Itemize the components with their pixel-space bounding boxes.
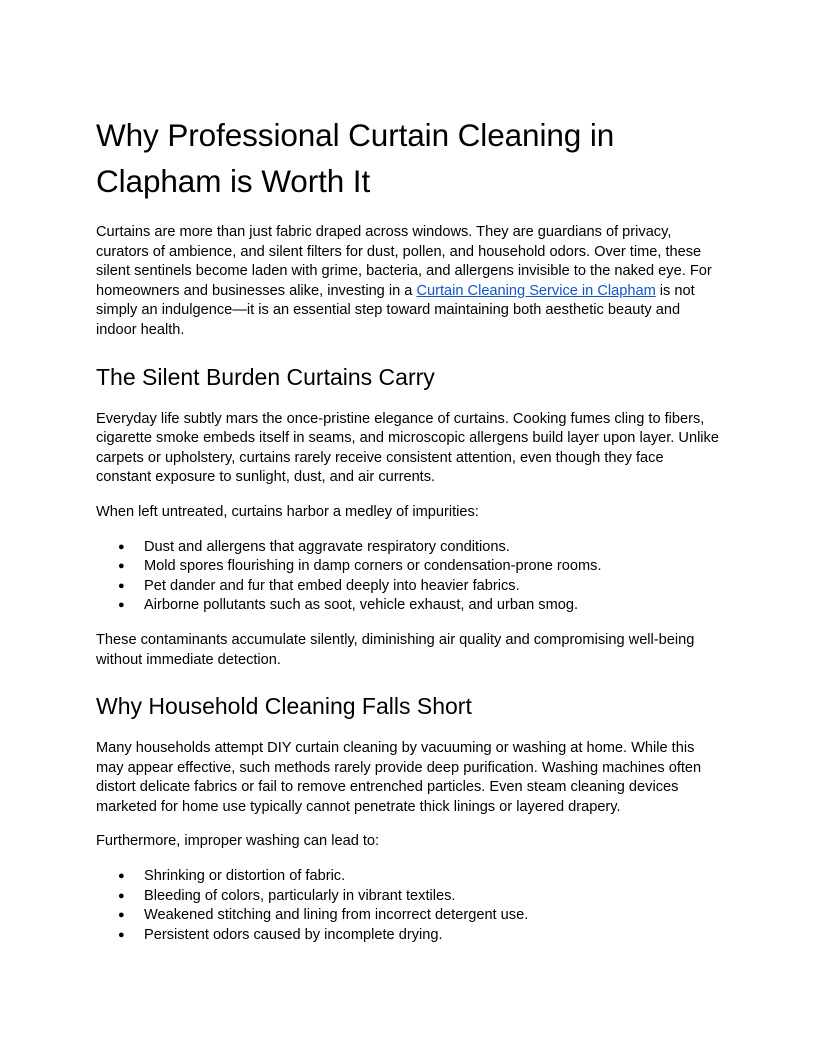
curtain-cleaning-service-link[interactable]: Curtain Cleaning Service in Clapham bbox=[416, 282, 656, 299]
section1-paragraph-2: When left untreated, curtains harbor a medley of impurities: bbox=[96, 503, 479, 520]
list-item-text: Mold spores flourishing in damp corners or condensation-prone rooms. bbox=[144, 558, 602, 575]
section-heading-silent-burden: The Silent Burden Curtains Carry bbox=[96, 363, 435, 390]
intro-paragraph bbox=[96, 223, 722, 341]
bullet-icon: ● bbox=[118, 579, 125, 592]
list-item-text: Persistent odors caused by incomplete drying. bbox=[144, 926, 443, 943]
list-item bbox=[96, 577, 722, 597]
section2-paragraph-1: Many households attempt DIY curtain cleaning by vacuuming or washing at home. While this may appear effective, such methods rarely provide deep purification. Washing machines often distort delicate fabrics or fail to remove entrenched particles. Even steam cleaning devices marketed for home use typically cannot penetrate thick linings or layered drapery. bbox=[96, 740, 702, 815]
section-heading-household-cleaning: Why Household Cleaning Falls Short bbox=[96, 693, 472, 720]
list-item bbox=[96, 906, 722, 926]
list-item bbox=[96, 887, 722, 907]
bullet-icon: ● bbox=[118, 909, 125, 922]
list-item-text: Pet dander and fur that embed deeply into heavier fabrics. bbox=[144, 577, 520, 594]
list-item-text: Dust and allergens that aggravate respiratory conditions. bbox=[144, 538, 510, 555]
intro-text-before-link: Curtains are more than just fabric draped across windows. They are guardians of privacy, curators of ambience, and silent filters for dust, pollen, and household odors. Over time, these silent sentinels become laden with grime, bacteria, and allergens invisible to the naked eye. For homeowners and businesses alike, investing in a bbox=[96, 224, 712, 299]
list-item-text: Shrinking or distortion of fabric. bbox=[144, 868, 346, 885]
list-item-text: Bleeding of colors, particularly in vibrant textiles. bbox=[144, 887, 456, 904]
bullet-icon: ● bbox=[118, 599, 125, 612]
bullet-icon: ● bbox=[118, 870, 125, 883]
section2-paragraph-2: Furthermore, improper washing can lead to: bbox=[96, 833, 380, 850]
improper-washing-list bbox=[96, 867, 722, 945]
document-title: Why Professional Curtain Cleaning in Clapham is Worth It bbox=[96, 117, 615, 199]
list-item-text: Weakened stitching and lining from incorrect detergent use. bbox=[144, 907, 529, 924]
list-item bbox=[96, 867, 722, 887]
intro-text-after-link: is not simply an indulgence—it is an essential step toward maintaining both aesthetic beauty and indoor health. bbox=[96, 282, 695, 338]
section1-paragraph-3: These contaminants accumulate silently, diminishing air quality and compromising well-being without immediate detection. bbox=[96, 631, 695, 668]
list-item bbox=[96, 538, 722, 558]
bullet-icon: ● bbox=[118, 540, 125, 553]
list-item-text: Airborne pollutants such as soot, vehicle exhaust, and urban smog. bbox=[144, 597, 579, 614]
list-item bbox=[96, 596, 722, 616]
list-item bbox=[96, 557, 722, 577]
bullet-icon: ● bbox=[118, 560, 125, 573]
bullet-icon: ● bbox=[118, 889, 125, 902]
section1-paragraph-1: Everyday life subtly mars the once-pristine elegance of curtains. Cooking fumes cling to fibers, cigarette smoke embeds itself in seams, and microscopic allergens build layer upon layer. Unlike carpets or upholstery, curtains rarely receive consistent attention, even though they face constant exposure to sunlight, dust, and air currents. bbox=[96, 410, 719, 486]
list-item bbox=[96, 926, 722, 946]
impurities-list bbox=[96, 538, 722, 616]
document-page bbox=[96, 112, 722, 960]
bullet-icon: ● bbox=[118, 928, 125, 941]
